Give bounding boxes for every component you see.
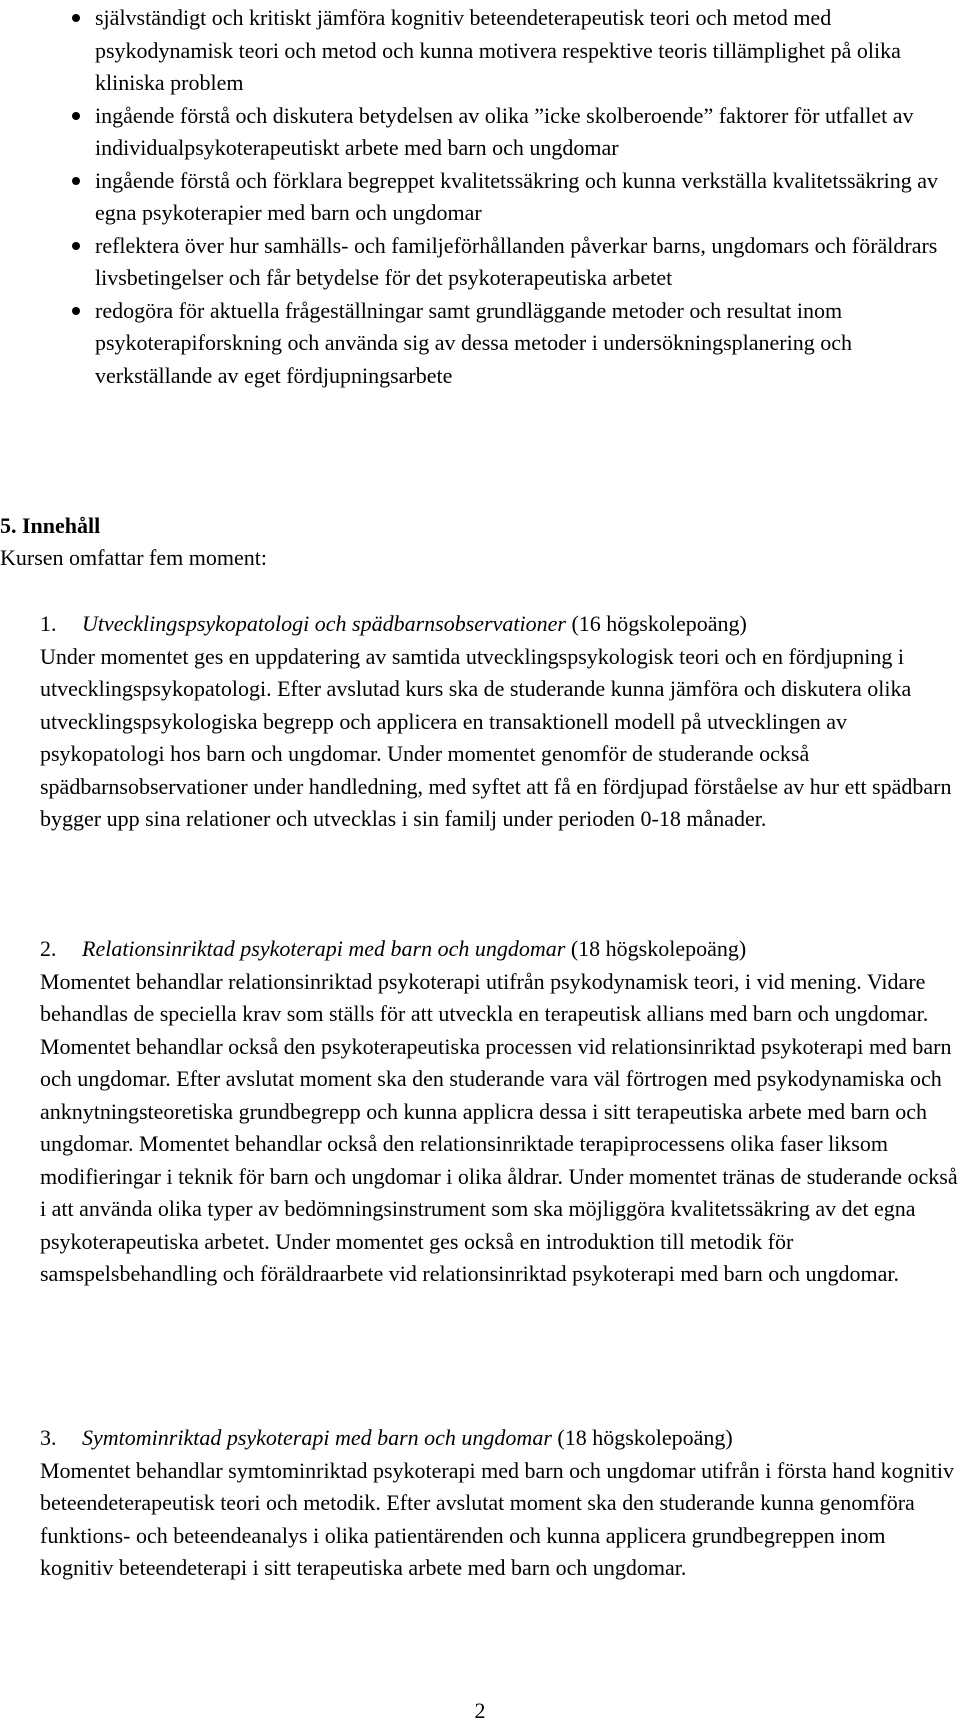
moment-number: 2. xyxy=(40,936,57,961)
moment-body: Momentet behandlar relationsinriktad psykoterapi utifrån psykodynamisk teori, i vid mening. Vidare behandlas de speciella krav som ställs för att utveckla en terapeutisk allians med barn och ungdomar. Momentet behandlar också den psykoterapeutiska processen vid relationsinriktad psykoterapi med barn och ungdomar. Efter avslutat moment ska den studerande vara väl förtrogen med psykodynamiska och anknytningsteoretiska grundbegrepp och kunna applicra dessa i sitt terapeutiska arbete med barn och ungdomar. Momentet behandlar också den relationsinriktade terapiprocessens olika faser liksom modifieringar i teknik för barn och ungdomar i olika åldrar. Under momentet tränas de studerande också i att använda olika typer av bedömningsinstrument som ska möjliggöra kvalitetssäkring av det egna psykoterapeutiska arbetet. Under momentet ges också en introduktion till metodik för samspelsbehandling och föräldraarbete vid relationsinriktad psykoterapi med barn och ungdomar. xyxy=(40,968,958,1286)
moment-number: 1. xyxy=(40,611,57,636)
page-number: 2 xyxy=(474,1698,486,1723)
bullet-icon xyxy=(72,242,80,250)
moment-credits: (18 högskolepoäng) xyxy=(557,1425,733,1450)
objective-item: reflektera över hur samhälls- och familjeförhållanden påverkar barns, ungdomars och föräldrars livsbetingelser och får betydelse för det psykoterapeutiska arbetet xyxy=(0,230,960,295)
moment-heading xyxy=(40,1422,958,1455)
bullet-icon xyxy=(72,112,80,120)
moment-2 xyxy=(40,933,958,1291)
moment-heading xyxy=(40,933,958,966)
objective-item: ingående förstå och förklara begreppet kvalitetssäkring och kunna verkställa kvalitetssäkring av egna psykoterapier med barn och ungdomar xyxy=(0,165,960,230)
bullet-icon xyxy=(72,307,80,315)
objective-item: redogöra för aktuella frågeställningar samt grundläggande metoder och resultat inom psykoterapiforskning och använda sig av dessa metoder i undersökningsplanering och verkställande av eget fördjupningsarbete xyxy=(0,295,960,393)
moment-title: Symtominriktad psykoterapi med barn och ungdomar xyxy=(82,1425,552,1450)
objective-item: ingående förstå och diskutera betydelsen av olika ”icke skolberoende” faktorer för utfallet av individualpsykoterapeutiskt arbete med barn och ungdomar xyxy=(0,100,960,165)
section-heading: 5. Innehåll xyxy=(0,513,101,538)
moment-heading xyxy=(40,608,958,641)
moment-credits: (16 högskolepoäng) xyxy=(571,611,747,636)
moment-3 xyxy=(40,1422,958,1585)
moment-title: Utvecklingspsykopatologi och spädbarnsobservationer xyxy=(82,611,566,636)
moment-number: 3. xyxy=(40,1425,57,1450)
moment-body: Under momentet ges en uppdatering av samtida utvecklingspsykologisk teori och en fördjupning i utvecklingspsykopatologi. Efter avslutad kurs ska de studerande kunna jämföra och diskutera olika utvecklingspsykologiska begrepp och applicera en transaktionell modell på utvecklingen av psykopatologi hos barn och ungdomar. Under momentet genomför de studerande också spädbarnsobservationer under handledning, med syftet att få en fördjupad förståelse av hur ett spädbarn bygger upp sina relationer och utvecklas i sin familj under perioden 0-18 månader. xyxy=(40,643,952,831)
moment-credits: (18 högskolepoäng) xyxy=(570,936,747,961)
moment-title: Relationsinriktad psykoterapi med barn och ungdomar xyxy=(82,936,566,961)
moment-1 xyxy=(40,608,958,836)
learning-objectives-list xyxy=(0,2,960,392)
bullet-icon xyxy=(72,177,80,185)
section-intro: Kursen omfattar fem moment: xyxy=(0,545,267,570)
moment-body: Momentet behandlar symtominriktad psykoterapi med barn och ungdomar utifrån i första hand kognitiv beteendeterapeutisk teori och metodik. Efter avslutat moment ska den studerande kunna genomföra funktions- och beteendeanalys i olika patientärenden och kunna applicera grundbegreppen inom kognitiv beteendeterapi i sitt terapeutiska arbete med barn och ungdomar. xyxy=(40,1457,955,1580)
objective-item: självständigt och kritiskt jämföra kognitiv beteendeterapeutisk teori och metod med psykodynamisk teori och metod och kunna motivera respektive teoris tillämplighet på olika kliniska problem xyxy=(0,2,960,100)
bullet-icon xyxy=(72,14,80,22)
